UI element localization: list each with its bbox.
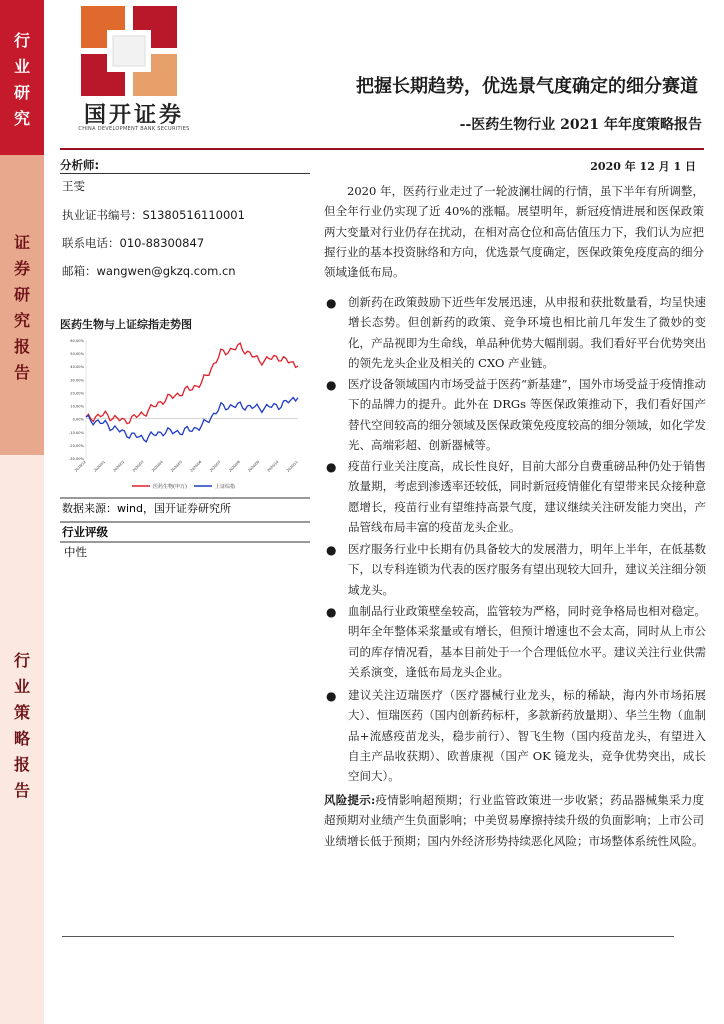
bullet-icon: ● (326, 296, 337, 310)
x-tick-label: 2020/05 (170, 459, 184, 473)
x-tick-label: 2020/06 (189, 459, 203, 473)
sidebar-label-industry-research: 行 业 研 究 (13, 31, 30, 128)
x-tick-label: 2020/02 (112, 459, 126, 473)
x-tick-label: 2019/12 (73, 459, 87, 473)
x-tick-label: 2020/03 (131, 459, 145, 473)
y-tick-label: 20.00% (70, 391, 84, 396)
risk-warning (324, 790, 704, 851)
analyst-divider (60, 173, 310, 174)
x-tick-label: 2020/04 (151, 459, 164, 473)
x-tick-label: 2020/01 (93, 459, 106, 473)
chart-title: 医药生物与上证综指走势图 (60, 318, 192, 331)
footer-divider (62, 936, 674, 937)
report-title: 把握长期趋势，优选景气度确定的细分赛道 (356, 76, 698, 97)
x-tick-label: 2020/11 (285, 459, 299, 473)
y-tick-label: -20.00% (69, 443, 84, 448)
bullet-icon: ● (326, 460, 337, 474)
risk-text: 疫情影响超预期；行业监管政策进一步收紧；药品器械集采力度超预期对业绩产生负面影响；中美贸易摩擦持续升级的负面影响；上市公司业绩增长低于预期；国内外经济形势持续恶化风险；市场整体系统性风险。 (324, 793, 704, 848)
bullet-icon: ● (326, 689, 337, 703)
logo-name: 国开证券 (83, 103, 184, 128)
x-tick-label: 2020/07 (208, 459, 222, 473)
rating-value: 中性 (64, 545, 87, 559)
y-tick-label: 30.00% (70, 378, 84, 383)
chart-source: 数据来源：wind，国开证券研究所 (62, 502, 232, 515)
sidebar-label-strategy-report: 行 业 策 略 报 告 (13, 651, 30, 800)
report-intro: 2020 年，医药行业走过了一轮波澜壮阔的行情，虽下半年有所调整，但全年行业仍实现了近 40%的涨幅。展望明年，新冠疫情进展和医保政策两大变量对行业仍存在扰动，在相对高仓位和高估值压力下，我们认为应把握行业的基本投资脉络和方向，优选景气度确定，医保政策免疫度高的细分领域逢低布局。 (324, 184, 704, 280)
risk-label: 风险提示: (324, 793, 376, 807)
analyst-label: 分析师: (60, 158, 100, 172)
rating-label: 行业评级 (62, 525, 108, 539)
legend-label: 医药生物(申万) (153, 483, 187, 490)
bullet-icon: ● (326, 543, 337, 557)
x-tick-label: 2020/10 (266, 459, 280, 473)
y-tick-label: 60.00% (70, 339, 84, 343)
trend-chart (60, 332, 310, 650)
report-subtitle: --医药生物行业 2021 年年度策略报告 (459, 117, 702, 133)
bullet-icon: ● (326, 378, 337, 392)
y-tick-label: 0.00% (72, 417, 84, 422)
legend-label: 上证综指 (215, 483, 236, 490)
header-divider (60, 148, 704, 150)
x-tick-label: 2020/08 (228, 459, 241, 473)
analyst-phone: 联系电话：010-88300847 (62, 236, 205, 250)
company-logo (76, 6, 190, 132)
analyst-cert: 执业证书编号：S1380516110001 (62, 208, 245, 222)
report-date: 2020 年 12 月 1 日 (590, 160, 696, 173)
y-tick-label: -30.00% (69, 457, 84, 461)
bullet-icon: ● (326, 605, 337, 619)
y-tick-label: -10.00% (69, 430, 84, 435)
logo-mark-icon (81, 6, 177, 96)
sidebar-label-securities-report: 证 券 研 究 报 告 (13, 233, 30, 382)
analyst-email: 邮箱：wangwen@gkzq.com.cn (62, 264, 236, 278)
y-tick-label: 40.00% (70, 365, 84, 370)
x-tick-label: 2020/09 (247, 459, 261, 473)
y-tick-label: 10.00% (70, 404, 84, 409)
y-tick-label: 50.00% (70, 352, 84, 357)
analyst-name: 王雯 (62, 179, 85, 193)
logo-english-name: CHINA DEVELOPMENT BANK SECURITIES (78, 126, 190, 132)
